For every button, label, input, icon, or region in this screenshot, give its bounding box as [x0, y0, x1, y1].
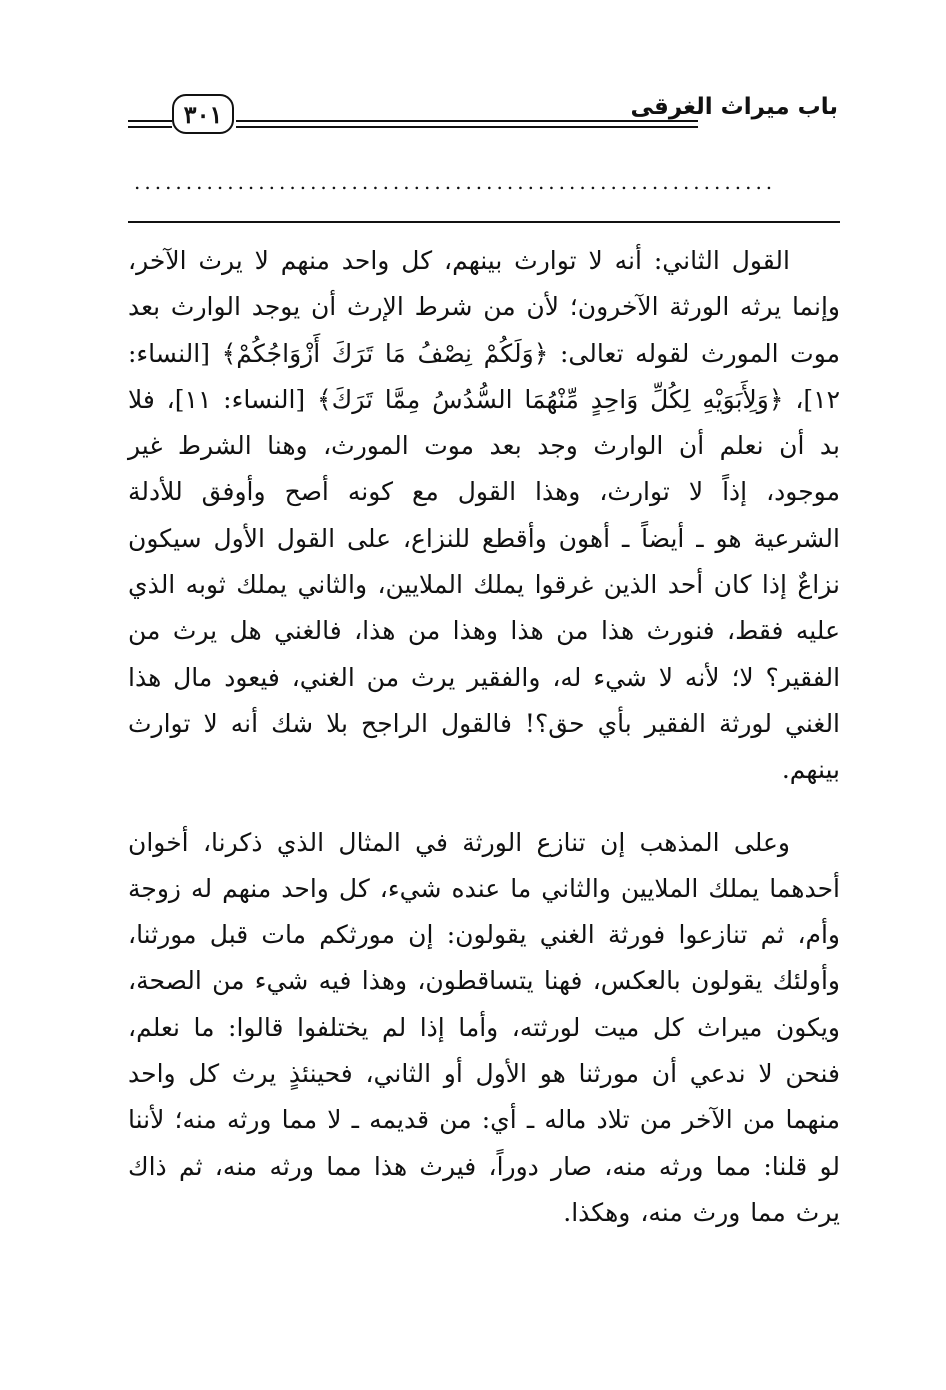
text-line: شيء له، والفقير يرث من الغني، فيعود مال هذا الغني لورثة: [128, 662, 841, 738]
text-line: تَرَكَ أَزْوَاجُكُمْ﴾ [النساء: ١٢]، ﴿وَلِأَبَوَيْهِ لِكُلِّ وَاحِدٍ مِّنْهُمَا السُّدُسُ: [128, 338, 841, 414]
text-line: صار دوراً، فيرث هذا مما ورثه منه، ثم ذاك يرث مما ورث منه،: [128, 1151, 840, 1227]
page-number: ٣٠١: [172, 94, 234, 134]
text-line: وعلى المذهب إن تنازع الورثة في المثال الذي ذكرنا،: [202, 827, 790, 857]
text-line: من هذا وهذا من هذا، فالغني هل يرث من الفقير؟ لا؛ لأنه لا: [128, 616, 841, 692]
footnote-dots: ..............................................................: [134, 170, 777, 194]
text-line: الفقير بأي حق؟! فالقول الراجح بلا شك أنه لا توارث بينهم.: [128, 708, 840, 785]
page-header: [128, 92, 838, 142]
header-rule: [236, 126, 698, 128]
text-line: وهكذا.: [563, 1197, 631, 1227]
text-line: للنزاع، على القول الأول سيكون نزاعٌ إذا كان أحد الذين غرقوا: [128, 523, 840, 600]
text-line: أخوان أحدهما يملك الملايين والثاني ما عنده شيء، كل واحد: [128, 827, 840, 903]
header-rule: [128, 126, 172, 128]
text-line: ـ أي: من قديمه ـ لا مما ورثه منه؛ لأننا لو قلنا: مما ورثه منه،: [128, 1105, 840, 1181]
text-line: يملك الملايين، والثاني يملك ثوبه الذي عليه فقط، فنورث هذا: [128, 570, 840, 646]
body-text: [128, 238, 840, 1236]
text-line: مات قبل مورثنا، وأولئك يقولون بالعكس، فهنا يتساقطون، وهذا: [128, 920, 840, 996]
text-line: المورث، وهنا الشرط غير موجود، إذاً لا توارث، وهذا القول: [128, 431, 840, 507]
text-line: منهم له زوجة وأم، ثم تنازعوا فورثة الغني يقولون: إن مورثكم: [128, 873, 841, 950]
text-line: الآخر، وإنما يرثه الورثة الآخرون؛ لأن من شرط الإرث أن: [128, 246, 840, 322]
paragraph-2: [128, 820, 840, 1237]
text-line: القول الثاني: أنه لا توارث بينهم، كل واحد منهم لا يرث: [198, 246, 790, 275]
text-line: يختلفوا قالوا: ما نعلم، فنحن لا ندعي أن مورثنا هو الأول أو: [128, 1012, 841, 1089]
text-line: فيه شيء من الصحة، ويكون ميراث كل ميت لورثته، وأما إذا لم: [128, 966, 840, 1042]
text-line: مِمَّا تَرَكَ﴾ [النساء: ١١]، فلا بد أن نعلم أن الوارث وجد بعد موت: [128, 384, 840, 461]
header-rule: [236, 120, 698, 122]
chapter-title: باب ميراث الغرقى: [630, 94, 838, 120]
text-line: يوجد الوارث بعد موت المورث لقوله تعالى: ﴿وَلَكُمْ نِصْفُ مَا: [128, 292, 840, 368]
text-line: مع كونه أصح وأوفق للأدلة الشرعية هو ـ أيضاً ـ أهون وأقطع: [128, 477, 840, 553]
paragraph-gap: [128, 794, 840, 820]
footnote-separator: [128, 221, 840, 223]
text-line: الثاني، فحينئذٍ يرث كل واحد منهما من الآخر من تلاد ماله: [128, 1059, 840, 1135]
header-rule: [128, 120, 172, 122]
paragraph-1: [128, 238, 840, 794]
